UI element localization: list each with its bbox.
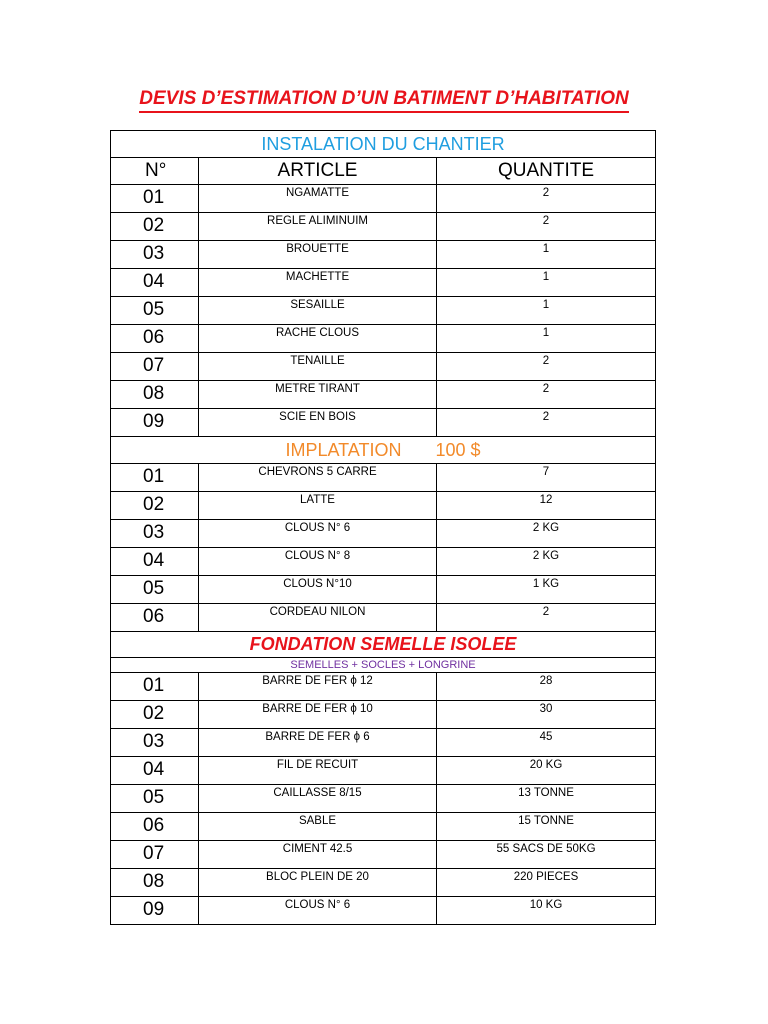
item-article: CHEVRONS 5 CARRE: [199, 464, 437, 492]
item-num: 04: [111, 269, 199, 297]
table-row: [111, 269, 656, 297]
item-quantite: 1: [437, 241, 656, 269]
item-num: 01: [111, 673, 199, 701]
table-row: [111, 869, 656, 897]
table-row: [111, 353, 656, 381]
section-title: FONDATION SEMELLE ISOLEE: [111, 632, 656, 658]
table-row: [111, 381, 656, 409]
item-num: 05: [111, 576, 199, 604]
item-quantite: 2: [437, 353, 656, 381]
item-article: CLOUS N° 8: [199, 548, 437, 576]
table-row: [111, 897, 656, 925]
table-row: [111, 576, 656, 604]
item-num: 04: [111, 757, 199, 785]
item-article: BARRE DE FER ϕ 12: [199, 673, 437, 701]
item-article: BARRE DE FER ϕ 10: [199, 701, 437, 729]
item-num: 03: [111, 241, 199, 269]
item-article: BLOC PLEIN DE 20: [199, 869, 437, 897]
item-quantite: 20 KG: [437, 757, 656, 785]
item-quantite: 2: [437, 213, 656, 241]
table-row: [111, 729, 656, 757]
table-row: [111, 841, 656, 869]
section-subtitle-row: [111, 658, 656, 673]
table-row: [111, 464, 656, 492]
item-quantite: 2: [437, 381, 656, 409]
item-quantite: 55 SACS DE 50KG: [437, 841, 656, 869]
item-quantite: 2: [437, 409, 656, 437]
item-num: 06: [111, 604, 199, 632]
table-row: [111, 492, 656, 520]
table-row: [111, 325, 656, 353]
section-title-cell: [111, 437, 656, 464]
section-header-installation: [111, 131, 656, 158]
item-article: FIL DE RECUIT: [199, 757, 437, 785]
item-num: 01: [111, 185, 199, 213]
table-row: [111, 297, 656, 325]
item-num: 09: [111, 409, 199, 437]
item-quantite: 2 KG: [437, 548, 656, 576]
table-row: [111, 813, 656, 841]
column-header-article: ARTICLE: [199, 158, 437, 185]
item-article: LATTE: [199, 492, 437, 520]
item-article: CORDEAU NILON: [199, 604, 437, 632]
table-row: [111, 785, 656, 813]
item-quantite: 2: [437, 185, 656, 213]
item-article: BROUETTE: [199, 241, 437, 269]
item-article: MACHETTE: [199, 269, 437, 297]
item-quantite: 13 TONNE: [437, 785, 656, 813]
table-row: [111, 757, 656, 785]
item-num: 08: [111, 869, 199, 897]
item-quantite: 15 TONNE: [437, 813, 656, 841]
section-title: IMPLATATION: [285, 440, 402, 460]
item-quantite: 10 KG: [437, 897, 656, 925]
table-row: [111, 673, 656, 701]
item-quantite: 1 KG: [437, 576, 656, 604]
item-quantite: 1: [437, 269, 656, 297]
item-num: 02: [111, 701, 199, 729]
item-quantite: 2 KG: [437, 520, 656, 548]
item-quantite: 30: [437, 701, 656, 729]
item-article: TENAILLE: [199, 353, 437, 381]
section-header-fondation: [111, 632, 656, 658]
item-article: SCIE EN BOIS: [199, 409, 437, 437]
table-row: [111, 213, 656, 241]
item-num: 06: [111, 813, 199, 841]
item-article: RACHE CLOUS: [199, 325, 437, 353]
item-article: SABLE: [199, 813, 437, 841]
section-subtitle: SEMELLES + SOCLES + LONGRINE: [111, 658, 656, 673]
item-article: CLOUS N° 6: [199, 520, 437, 548]
table-row: [111, 520, 656, 548]
item-article: SESAILLE: [199, 297, 437, 325]
item-quantite: 7: [437, 464, 656, 492]
item-num: 01: [111, 464, 199, 492]
item-num: 02: [111, 213, 199, 241]
item-num: 07: [111, 841, 199, 869]
table-row: [111, 701, 656, 729]
item-num: 04: [111, 548, 199, 576]
table-row: [111, 409, 656, 437]
item-quantite: 220 PIECES: [437, 869, 656, 897]
table-row: [111, 548, 656, 576]
item-num: 03: [111, 729, 199, 757]
item-article: CAILLASSE 8/15: [199, 785, 437, 813]
item-quantite: 12: [437, 492, 656, 520]
item-num: 05: [111, 785, 199, 813]
item-article: CLOUS N°10: [199, 576, 437, 604]
item-quantite: 28: [437, 673, 656, 701]
item-num: 07: [111, 353, 199, 381]
item-quantite: 2: [437, 604, 656, 632]
table-row: [111, 241, 656, 269]
item-quantite: 1: [437, 325, 656, 353]
item-num: 05: [111, 297, 199, 325]
section-title: INSTALATION DU CHANTIER: [111, 131, 656, 158]
item-article: METRE TIRANT: [199, 381, 437, 409]
document-title-text: DEVIS D’ESTIMATION D’UN BATIMENT D’HABITATION: [139, 88, 628, 113]
item-article: BARRE DE FER ϕ 6: [199, 729, 437, 757]
section-price: 100 $: [435, 440, 481, 460]
section-header-implantation: [111, 437, 656, 464]
item-num: 03: [111, 520, 199, 548]
item-quantite: 45: [437, 729, 656, 757]
table-row: [111, 185, 656, 213]
column-header-row: [111, 158, 656, 185]
item-article: CIMENT 42.5: [199, 841, 437, 869]
column-header-quantite: QUANTITE: [437, 158, 656, 185]
column-header-num: N°: [111, 158, 199, 185]
item-num: 06: [111, 325, 199, 353]
item-article: NGAMATTE: [199, 185, 437, 213]
item-article: CLOUS N° 6: [199, 897, 437, 925]
document-title: [0, 88, 768, 113]
item-num: 09: [111, 897, 199, 925]
item-article: REGLE ALIMINUIM: [199, 213, 437, 241]
item-num: 08: [111, 381, 199, 409]
item-num: 02: [111, 492, 199, 520]
table-row: [111, 604, 656, 632]
item-quantite: 1: [437, 297, 656, 325]
estimate-table: [110, 130, 656, 925]
